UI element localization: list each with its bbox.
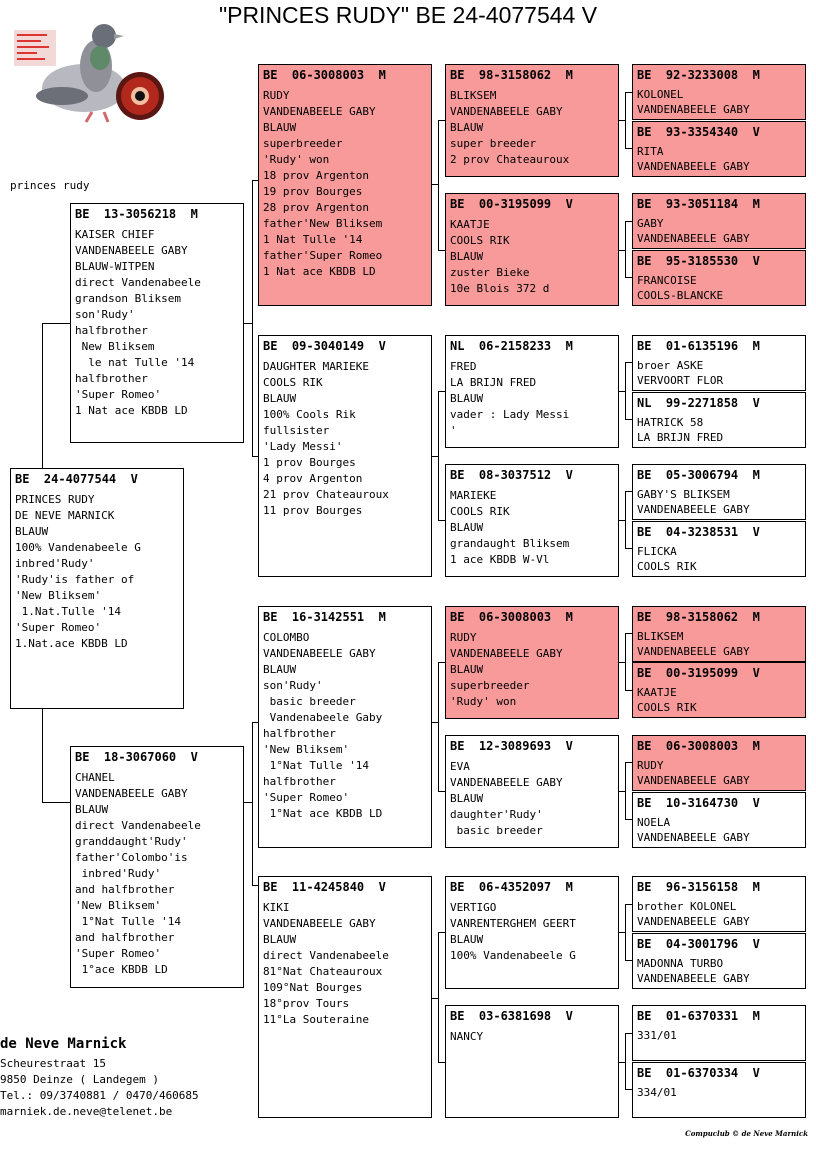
pigeon-info-line: basic breeder — [450, 824, 543, 837]
ring-number: BE 11-4245840 V — [263, 880, 386, 894]
connector-line — [625, 419, 632, 420]
pigeon-info-line: father'New Bliksem — [263, 217, 383, 230]
ring-number: BE 10-3164730 V — [637, 796, 760, 810]
pigeon-info-line: VANDENABEELE GABY — [263, 647, 376, 660]
pigeon-info-line: KOLONEL — [637, 88, 684, 101]
pigeon-card-sss — [445, 64, 619, 177]
connector-line — [438, 932, 439, 1062]
connector-line — [438, 391, 445, 392]
pigeon-info-line: 4 prov Argenton — [263, 472, 363, 485]
pigeon-card-sds — [445, 335, 619, 448]
pigeon-info-line: 1°Nat Tulle '14 — [75, 915, 181, 928]
pigeon-info-line: 'Lady Messi' — [263, 440, 343, 453]
pigeon-info-line: 334/01 — [637, 1086, 677, 1099]
pigeon-info-line: 2 prov Chateauroux — [450, 153, 570, 166]
connector-line — [438, 932, 445, 933]
ring-number: BE 01-6370334 V — [637, 1066, 760, 1080]
breeder-address: Scheurestraat 15 — [0, 1057, 106, 1070]
pigeon-info-line: 100% Vandenabeele G — [450, 949, 576, 962]
pigeon-info-line: VANDENABEELE GABY — [263, 917, 376, 930]
pigeon-info-line: PRINCES RUDY — [15, 493, 95, 506]
pigeon-info-line: 'New Bliksem' — [15, 589, 102, 602]
pigeon-info-line: 100% Vandenabeele G — [15, 541, 141, 554]
pigeon-info-line: 1 ace KBDB W-Vl — [450, 553, 550, 566]
pigeon-card-dds — [445, 876, 619, 989]
connector-line — [625, 633, 626, 690]
breeder-name: de Neve Marnick — [0, 1036, 127, 1052]
connector-line — [625, 362, 626, 419]
pigeon-card-sire — [70, 203, 244, 443]
pigeon-info-line: BLAUW — [450, 933, 484, 946]
pigeon-info-line: VANDENABEELE GABY — [637, 915, 750, 928]
pigeon-info-line: KIKI — [263, 901, 290, 914]
connector-line — [625, 491, 626, 548]
connector-line — [625, 1089, 632, 1090]
pigeon-info-line: superbreeder — [263, 137, 343, 150]
ring-number: BE 08-3037512 V — [450, 468, 573, 482]
connector-line — [42, 802, 70, 803]
pigeon-info-line: LA BRIJN FRED — [637, 431, 724, 444]
pigeon-info-line: KAATJE — [450, 218, 490, 231]
pigeon-info-line: 331/01 — [637, 1029, 677, 1042]
pigeon-info-line: 18°prov Tours — [263, 997, 350, 1010]
pigeon-info-line: 1°ace KBDB LD — [75, 963, 168, 976]
connector-line — [625, 277, 632, 278]
pigeon-info-line: VERVOORT FLOR — [637, 374, 724, 387]
pigeon-info-line: HATRICK 58 — [637, 416, 704, 429]
connector-line — [438, 662, 445, 663]
pigeon-info-line: VANDENABEELE GABY — [637, 160, 750, 173]
pigeon-info-line: VANDENABEELE GABY — [637, 103, 750, 116]
ring-number: BE 13-3056218 M — [75, 207, 198, 221]
pigeon-info-line: VANDENABEELE GABY — [263, 105, 376, 118]
pigeon-info-line: 'Super Romeo' — [75, 947, 162, 960]
pigeon-info-line: 'Rudy'is father of — [15, 573, 135, 586]
pigeon-card-sire-sire — [258, 64, 432, 306]
ring-number: BE 98-3158062 M — [450, 68, 573, 82]
pigeon-info-line: broer ASKE — [637, 359, 704, 372]
pigeon-card-sdd — [445, 464, 619, 577]
breeder-phone: Tel.: 09/3740881 / 0470/460685 — [0, 1089, 199, 1102]
pigeon-info-line: inbred'Rudy' — [15, 557, 95, 570]
pigeon-info-line: VANDENABEELE GABY — [450, 105, 563, 118]
pigeon-info-line: FLICKA — [637, 545, 677, 558]
ring-number: NL 99-2271858 V — [637, 396, 760, 410]
connector-line — [625, 491, 632, 492]
pigeon-info-line: 'Super Romeo' — [75, 388, 162, 401]
pigeon-card-g12 — [632, 792, 806, 848]
connector-line — [625, 762, 632, 763]
pigeon-info-line: 11 prov Bourges — [263, 504, 363, 517]
pigeon-info-line: New Bliksem — [75, 340, 155, 353]
pigeon-card-g9 — [632, 606, 806, 662]
pigeon-info-line: inbred'Rudy' — [75, 867, 162, 880]
ring-number: BE 96-3156158 M — [637, 880, 760, 894]
pigeon-info-line: father'Colombo'is — [75, 851, 188, 864]
ring-number: BE 95-3185530 V — [637, 254, 760, 268]
pigeon-info-line: NANCY — [450, 1030, 484, 1043]
pigeon-info-line: 1 prov Bourges — [263, 456, 356, 469]
pigeon-info-line: FRED — [450, 360, 477, 373]
pigeon-info-line: BLAUW — [450, 663, 484, 676]
pigeon-card-subject — [10, 468, 184, 709]
pigeon-card-g11 — [632, 735, 806, 791]
ring-number: BE 93-3051184 M — [637, 197, 760, 211]
connector-line — [438, 250, 445, 251]
pigeon-info-line: 'Rudy' won — [263, 153, 330, 166]
pigeon-info-line: le nat Tulle '14 — [75, 356, 195, 369]
pigeon-info-line: superbreeder — [450, 679, 530, 692]
ring-number: BE 98-3158062 M — [637, 610, 760, 624]
pigeon-card-g4 — [632, 250, 806, 306]
pigeon-card-sire-dam — [258, 335, 432, 577]
pigeon-info-line: son'Rudy' — [75, 308, 135, 321]
pigeon-info-line: BLAUW — [75, 803, 109, 816]
pigeon-info-line: VANDENABEELE GABY — [450, 776, 563, 789]
pigeon-info-line: BLIKSEM — [637, 630, 684, 643]
ring-number: BE 06-4352097 M — [450, 880, 573, 894]
pigeon-info-line: VANDENABEELE GABY — [75, 787, 188, 800]
pigeon-card-g16 — [632, 1062, 806, 1118]
pigeon-card-g3 — [632, 193, 806, 249]
pigeon-info-line: KAATJE — [637, 686, 677, 699]
ring-number: BE 06-3008003 M — [637, 739, 760, 753]
pigeon-info-line: BLAUW — [450, 521, 484, 534]
pigeon-info-line: MARIEKE — [450, 489, 497, 502]
pigeon-info-line: 100% Cools Rik — [263, 408, 356, 421]
pigeon-info-line: 21 prov Chateauroux — [263, 488, 389, 501]
connector-line — [438, 662, 439, 791]
pigeon-info-line: direct Vandenabeele — [75, 276, 201, 289]
pigeon-info-line: EVA — [450, 760, 470, 773]
pigeon-info-line: DAUGHTER MARIEKE — [263, 360, 369, 373]
pigeon-info-line: zuster Bieke — [450, 266, 530, 279]
ring-number: BE 05-3006794 M — [637, 468, 760, 482]
pigeon-info-line: grandaught Bliksem — [450, 537, 570, 550]
pigeon-info-line: son'Rudy' — [263, 679, 323, 692]
pigeon-info-line: RITA — [637, 145, 664, 158]
ring-number: BE 92-3233008 M — [637, 68, 760, 82]
pigeon-info-line: 18 prov Argenton — [263, 169, 369, 182]
pigeon-info-line: BLAUW — [263, 392, 297, 405]
connector-line — [42, 323, 43, 468]
pigeon-info-line: father'Super Romeo — [263, 249, 383, 262]
ring-number: BE 00-3195099 V — [637, 666, 760, 680]
ring-number: BE 04-3001796 V — [637, 937, 760, 951]
pigeon-card-g7 — [632, 464, 806, 520]
ring-number: BE 00-3195099 V — [450, 197, 573, 211]
pigeon-info-line: DE NEVE MARNICK — [15, 509, 115, 522]
pigeon-info-line: 'Super Romeo' — [15, 621, 102, 634]
connector-line — [438, 120, 445, 121]
pigeon-info-line: RUDY — [450, 631, 477, 644]
pigeon-info-line: BLAUW — [263, 121, 297, 134]
pigeon-info-line: halfbrother — [263, 775, 336, 788]
pigeon-info-line: COOLS RIK — [637, 560, 697, 573]
connector-line — [625, 1033, 626, 1089]
connector-line — [438, 120, 439, 250]
pigeon-info-line: VANRENTERGHEM GEERT — [450, 917, 576, 930]
connector-line — [625, 904, 632, 905]
pigeon-info-line: 19 prov Bourges — [263, 185, 363, 198]
connector-line — [438, 1062, 445, 1063]
connector-line — [42, 709, 43, 802]
ring-number: BE 06-3008003 M — [263, 68, 386, 82]
ring-number: BE 01-6135196 M — [637, 339, 760, 353]
pigeon-info-line: CHANEL — [75, 771, 115, 784]
connector-line — [625, 362, 632, 363]
pigeon-card-g10 — [632, 662, 806, 718]
pigeon-info-line: BLAUW — [263, 663, 297, 676]
pigeon-card-g5 — [632, 335, 806, 391]
pigeon-info-line: 11°La Souteraine — [263, 1013, 369, 1026]
connector-line — [252, 180, 253, 456]
pigeon-info-line: grandson Bliksem — [75, 292, 181, 305]
ring-number: BE 93-3354340 V — [637, 125, 760, 139]
connector-line — [625, 148, 632, 149]
pigeon-info-line: COOLS RIK — [450, 505, 510, 518]
pigeon-info-line: 'Rudy' won — [450, 695, 517, 708]
ring-number: BE 12-3089693 V — [450, 739, 573, 753]
pigeon-info-line: NOELA — [637, 816, 671, 829]
ring-number: BE 18-3067060 V — [75, 750, 198, 764]
pigeon-card-dam — [70, 746, 244, 988]
pigeon-card-dam-dam — [258, 876, 432, 1118]
ring-number: BE 04-3238531 V — [637, 525, 760, 539]
pigeon-info-line: direct Vandenabeele — [263, 949, 389, 962]
pigeon-info-line: halfbrother — [75, 324, 148, 337]
pigeon-info-line: COOLS-BLANCKE — [637, 289, 724, 302]
ring-number: BE 09-3040149 V — [263, 339, 386, 353]
subject-name-label: princes rudy — [10, 179, 90, 192]
connector-line — [625, 762, 626, 819]
pigeon-info-line: 81°Nat Chateauroux — [263, 965, 383, 978]
pigeon-info-line: VANDENABEELE GABY — [637, 645, 750, 658]
pigeon-card-g1 — [632, 64, 806, 120]
pigeon-card-g8 — [632, 521, 806, 577]
pigeon-info-line: Vandenabeele Gaby — [263, 711, 383, 724]
pigeon-info-line: COOLS RIK — [450, 234, 510, 247]
ring-number: BE 24-4077544 V — [15, 472, 138, 486]
connector-line — [625, 904, 626, 960]
pigeon-info-line: vader : Lady Messi — [450, 408, 570, 421]
pigeon-info-line: BLIKSEM — [450, 89, 497, 102]
connector-line — [625, 633, 632, 634]
pigeon-info-line: COLOMBO — [263, 631, 310, 644]
pigeon-info-line: halfbrother — [75, 372, 148, 385]
pigeon-info-line: 1°Nat ace KBDB LD — [263, 807, 383, 820]
pigeon-info-line: 10e Blois 372 d — [450, 282, 550, 295]
pigeon-info-line: BLAUW-WITPEN — [75, 260, 155, 273]
pigeon-info-line: BLAUW — [450, 121, 484, 134]
pigeon-info-line: VANDENABEELE GABY — [75, 244, 188, 257]
connector-line — [625, 221, 626, 277]
pigeon-info-line: BLAUW — [15, 525, 49, 538]
pigeon-logo-image — [14, 16, 164, 126]
pigeon-info-line: VANDENABEELE GABY — [450, 647, 563, 660]
pigeon-info-line: basic breeder — [263, 695, 356, 708]
ring-number: NL 06-2158233 M — [450, 339, 573, 353]
pigeon-info-line: fullsister — [263, 424, 330, 437]
ring-number: BE 16-3142551 M — [263, 610, 386, 624]
ring-number: BE 01-6370331 M — [637, 1009, 760, 1023]
pigeon-info-line: 1 Nat ace KBDB LD — [75, 404, 188, 417]
connector-line — [438, 791, 445, 792]
pigeon-info-line: MADONNA TURBO — [637, 957, 724, 970]
pigeon-info-line: 28 prov Argenton — [263, 201, 369, 214]
pigeon-card-ssd — [445, 193, 619, 306]
pigeon-info-line: LA BRIJN FRED — [450, 376, 537, 389]
pigeon-info-line: 'New Bliksem' — [263, 743, 350, 756]
page-title: "PRINCES RUDY" BE 24-4077544 V — [218, 2, 598, 28]
pigeon-info-line: and halfbrother — [75, 883, 175, 896]
connector-line — [625, 221, 632, 222]
pigeon-info-line: 'Super Romeo' — [263, 791, 350, 804]
connector-line — [438, 520, 445, 521]
pigeon-info-line: 'New Bliksem' — [75, 899, 162, 912]
connector-line — [625, 960, 632, 961]
ring-number: BE 06-3008003 M — [450, 610, 573, 624]
breeder-email: marniek.de.neve@telenet.be — [0, 1105, 173, 1118]
pigeon-info-line: 109°Nat Bourges — [263, 981, 363, 994]
breeder-contact — [0, 1034, 199, 1120]
pigeon-info-line: BLAUW — [450, 250, 484, 263]
connector-line — [438, 391, 439, 520]
pigeon-info-line: GABY — [637, 217, 664, 230]
pigeon-info-line: BLAUW — [450, 792, 484, 805]
footer-credit: Compuclub © de Neve Marnick — [685, 1129, 808, 1138]
pigeon-info-line: VANDENABEELE GABY — [637, 503, 750, 516]
ring-number: BE 03-6381698 V — [450, 1009, 573, 1023]
pigeon-info-line: 1.Nat.ace KBDB LD — [15, 637, 128, 650]
pigeon-info-line: super breeder — [450, 137, 537, 150]
pigeon-info-line: FRANCOISE — [637, 274, 697, 287]
pigeon-info-line: COOLS RIK — [263, 376, 323, 389]
pigeon-info-line: VANDENABEELE GABY — [637, 831, 750, 844]
connector-line — [42, 323, 70, 324]
pigeon-info-line: BLAUW — [263, 933, 297, 946]
connector-line — [625, 92, 632, 93]
pigeon-card-g6 — [632, 392, 806, 448]
pigeon-info-line: VANDENABEELE GABY — [637, 232, 750, 245]
pigeon-info-line: VANDENABEELE GABY — [637, 774, 750, 787]
pigeon-info-line: COOLS RIK — [637, 701, 697, 714]
connector-line — [625, 690, 632, 691]
connector-line — [625, 1033, 632, 1034]
pigeon-info-line: VANDENABEELE GABY — [637, 972, 750, 985]
pigeon-info-line: direct Vandenabeele — [75, 819, 201, 832]
pigeon-info-line: 1 Nat ace KBDB LD — [263, 265, 376, 278]
pigeon-card-g15 — [632, 1005, 806, 1061]
connector-line — [625, 92, 626, 148]
pigeon-info-line: 1 Nat Tulle '14 — [263, 233, 363, 246]
pigeon-info-line: 1.Nat.Tulle '14 — [15, 605, 121, 618]
pigeon-info-line: granddaught'Rudy' — [75, 835, 188, 848]
pigeon-info-line: brother KOLONEL — [637, 900, 737, 913]
connector-line — [625, 819, 632, 820]
pigeon-card-g2 — [632, 121, 806, 177]
pigeon-info-line: GABY'S BLIKSEM — [637, 488, 730, 501]
pigeon-info-line: VERTIGO — [450, 901, 497, 914]
pigeon-info-line: and halfbrother — [75, 931, 175, 944]
pigeon-card-dss — [445, 606, 619, 719]
connector-line — [252, 722, 253, 885]
pigeon-card-g13 — [632, 876, 806, 932]
pigeon-info-line: RUDY — [637, 759, 664, 772]
pigeon-card-dsd — [445, 735, 619, 848]
pigeon-info-line: halfbrother — [263, 727, 336, 740]
pigeon-info-line: daughter'Rudy' — [450, 808, 543, 821]
pigeon-card-dam-sire — [258, 606, 432, 848]
pigeon-info-line: BLAUW — [450, 392, 484, 405]
pigeon-info-line: KAISER CHIEF — [75, 228, 155, 241]
pigeon-info-line: ' — [450, 424, 457, 437]
pigeon-info-line: RUDY — [263, 89, 290, 102]
breeder-city: 9850 Deinze ( Landegem ) — [0, 1073, 159, 1086]
pigeon-card-g14 — [632, 933, 806, 989]
pigeon-info-line: 1°Nat Tulle '14 — [263, 759, 369, 772]
connector-line — [625, 548, 632, 549]
pigeon-card-ddd — [445, 1005, 619, 1118]
